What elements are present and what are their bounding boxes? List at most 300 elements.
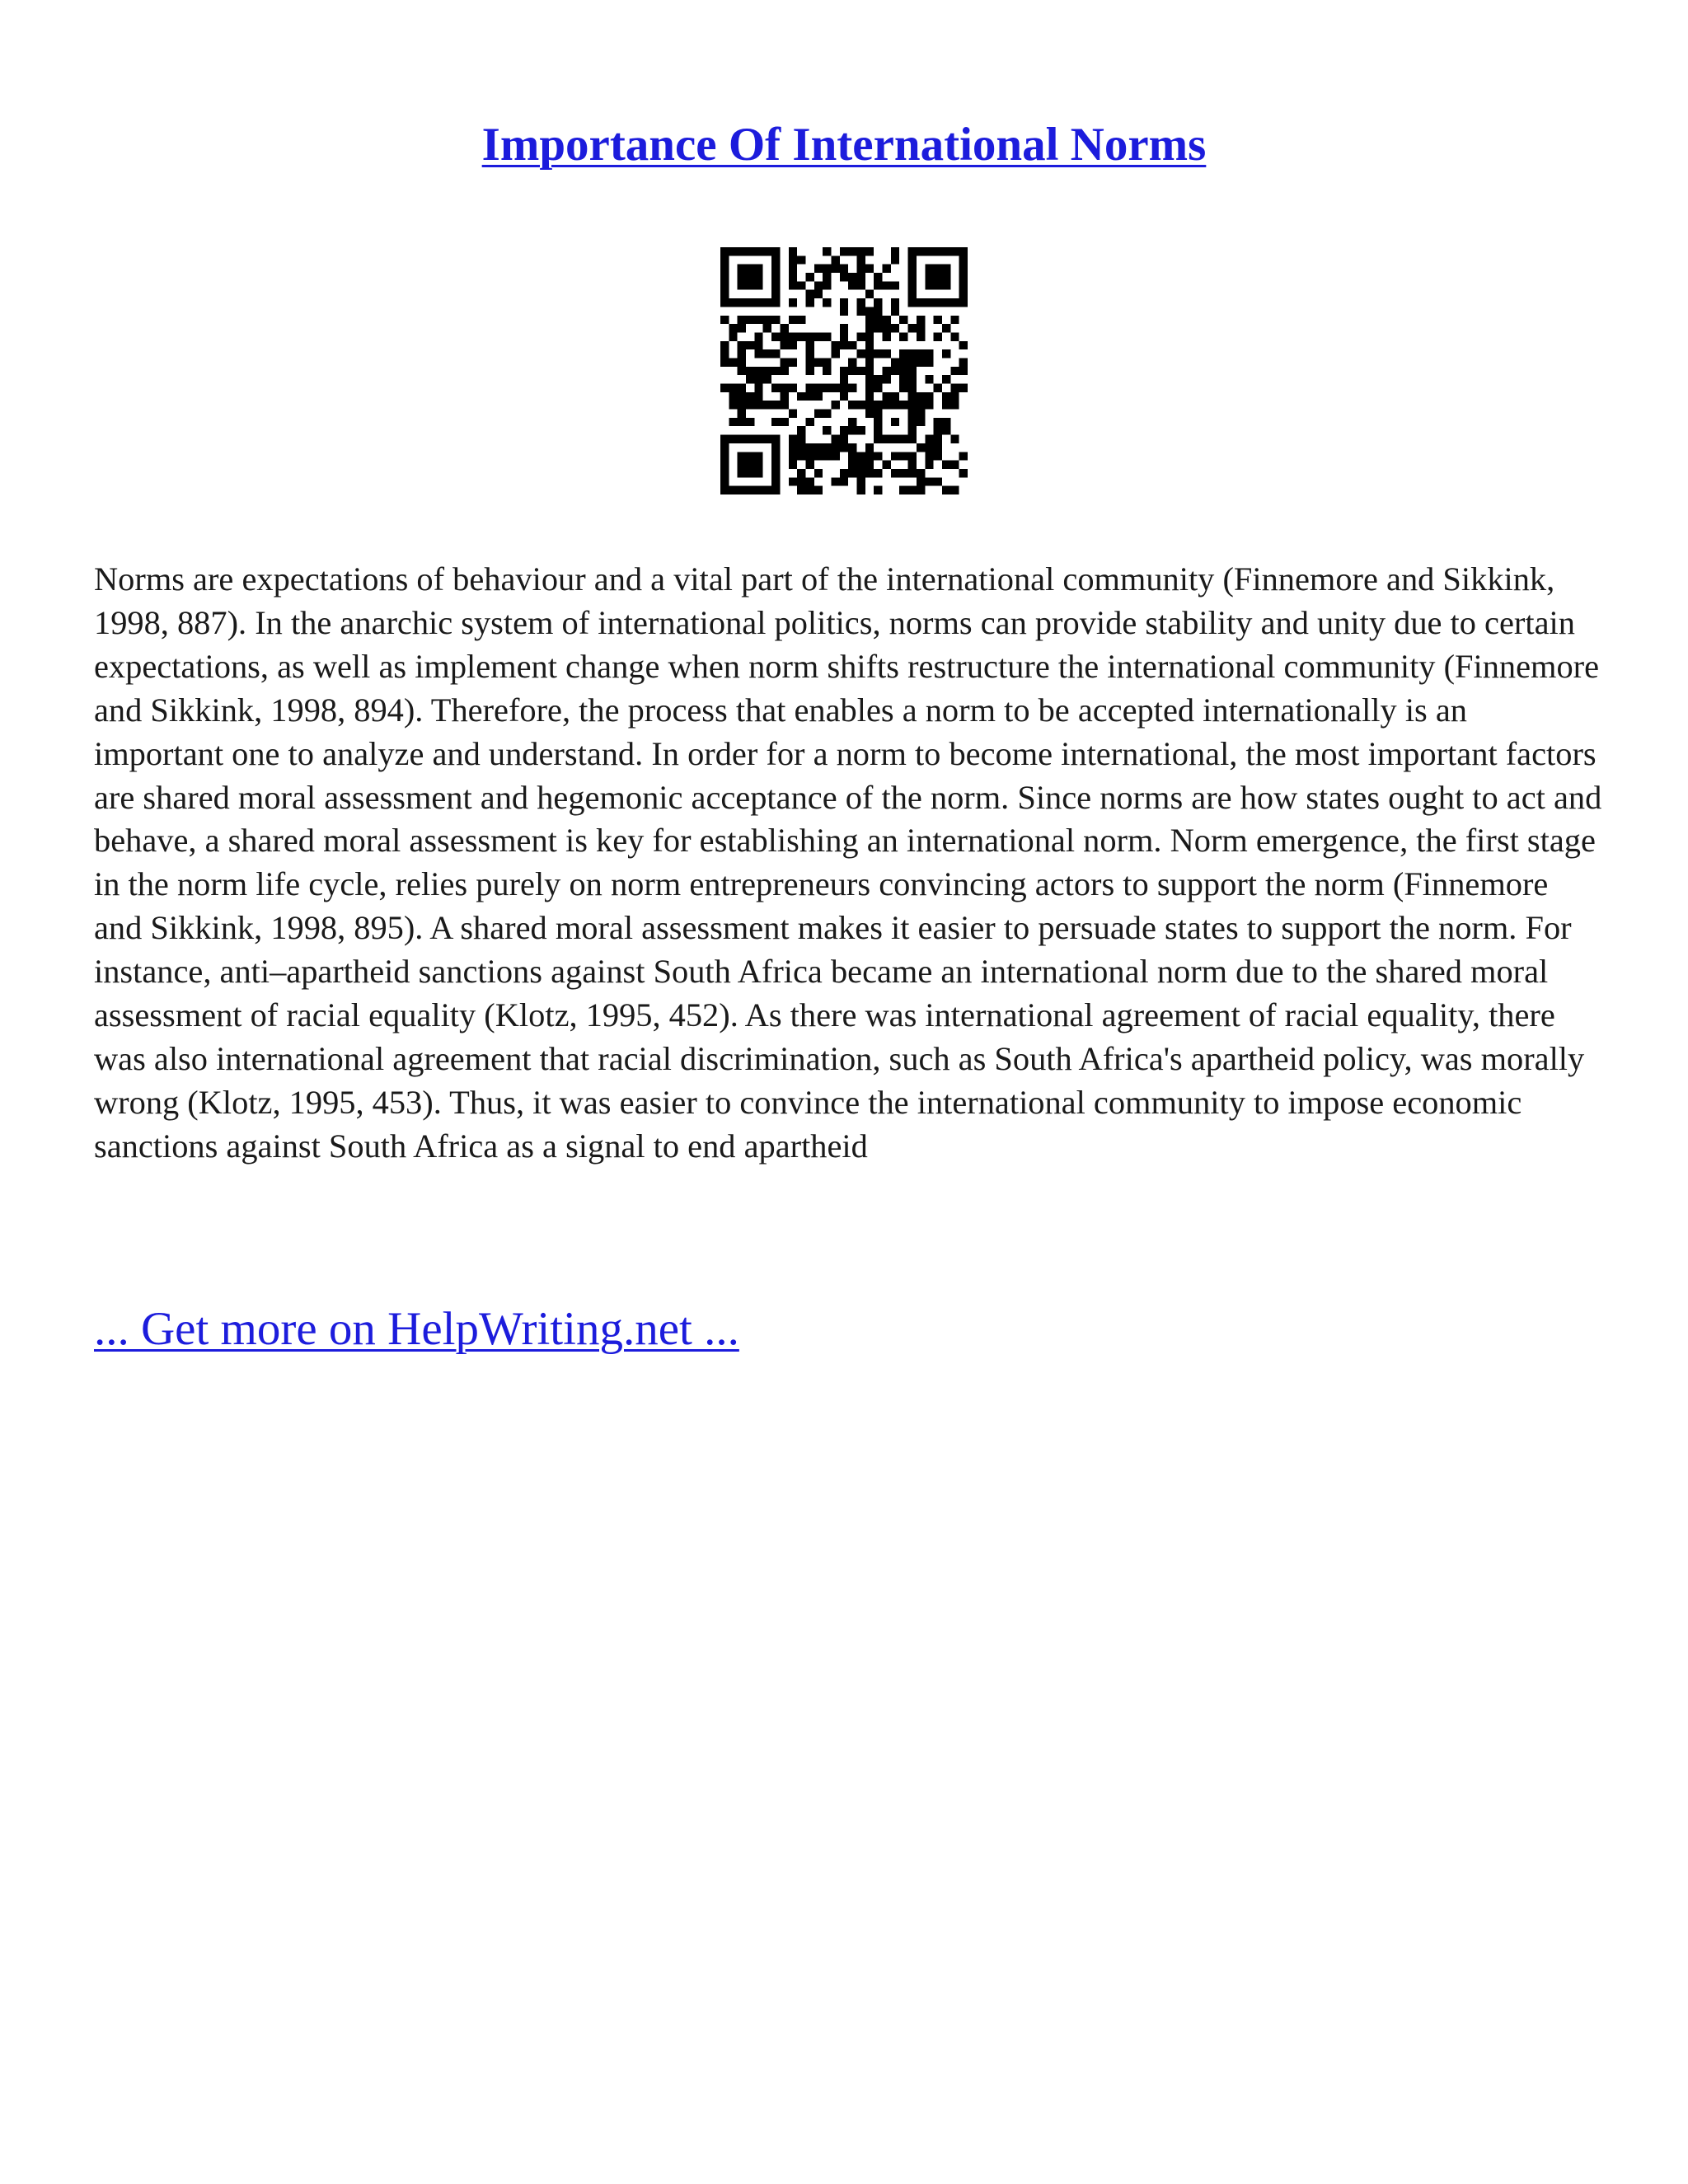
qr-module bbox=[874, 435, 882, 443]
qr-module bbox=[738, 452, 746, 460]
qr-module bbox=[848, 461, 856, 469]
qr-module bbox=[891, 401, 899, 409]
qr-module bbox=[814, 290, 823, 298]
qr-module bbox=[908, 486, 917, 494]
qr-module bbox=[917, 298, 925, 307]
qr-module bbox=[746, 341, 754, 349]
qr-module bbox=[823, 265, 831, 273]
qr-module bbox=[908, 358, 917, 366]
qr-module bbox=[789, 298, 797, 307]
qr-module bbox=[942, 461, 950, 469]
qr-module bbox=[789, 452, 797, 460]
qr-module bbox=[720, 281, 729, 289]
qr-module bbox=[942, 298, 950, 307]
qr-module bbox=[789, 384, 797, 392]
qr-module bbox=[771, 316, 780, 324]
qr-module bbox=[925, 392, 933, 401]
qr-module bbox=[874, 418, 882, 426]
qr-module bbox=[883, 316, 891, 324]
qr-module bbox=[823, 443, 831, 452]
qr-module bbox=[925, 247, 933, 255]
qr-module bbox=[908, 375, 917, 383]
qr-module bbox=[874, 486, 882, 494]
qr-module bbox=[720, 290, 729, 298]
qr-module bbox=[917, 358, 925, 366]
qr-module bbox=[797, 486, 805, 494]
qr-module bbox=[720, 461, 729, 469]
qr-module bbox=[865, 375, 874, 383]
qr-module bbox=[874, 273, 882, 281]
qr-module bbox=[805, 290, 814, 298]
qr-module bbox=[771, 298, 780, 307]
qr-module bbox=[925, 401, 933, 409]
qr-module bbox=[720, 486, 729, 494]
qr-module bbox=[959, 341, 968, 349]
qr-module bbox=[891, 281, 899, 289]
qr-module bbox=[771, 367, 780, 375]
qr-module bbox=[848, 273, 856, 281]
qr-module bbox=[925, 443, 933, 452]
qr-module bbox=[805, 384, 814, 392]
qr-module bbox=[720, 477, 729, 485]
qr-module bbox=[797, 435, 805, 443]
qr-module bbox=[891, 469, 899, 477]
qr-module bbox=[789, 477, 797, 485]
qr-module bbox=[789, 443, 797, 452]
qr-module bbox=[840, 265, 848, 273]
qr-code-icon bbox=[720, 247, 968, 494]
qr-module bbox=[934, 265, 942, 273]
qr-module bbox=[831, 443, 839, 452]
qr-module bbox=[831, 435, 839, 443]
qr-module bbox=[805, 273, 814, 281]
qr-module bbox=[908, 324, 917, 332]
qr-module bbox=[805, 418, 814, 426]
qr-module bbox=[908, 426, 917, 434]
qr-module bbox=[925, 349, 933, 358]
qr-module bbox=[908, 461, 917, 469]
qr-module bbox=[771, 247, 780, 255]
qr-module bbox=[771, 273, 780, 281]
qr-module bbox=[908, 247, 917, 255]
qr-module bbox=[840, 332, 848, 340]
qr-module bbox=[874, 316, 882, 324]
qr-module bbox=[908, 349, 917, 358]
qr-module bbox=[848, 401, 856, 409]
qr-module bbox=[865, 384, 874, 392]
qr-module bbox=[942, 281, 950, 289]
qr-module bbox=[738, 358, 746, 366]
qr-module bbox=[883, 461, 891, 469]
qr-module bbox=[840, 324, 848, 332]
qr-module bbox=[883, 435, 891, 443]
qr-module bbox=[771, 290, 780, 298]
qr-module bbox=[729, 392, 737, 401]
qr-module bbox=[840, 392, 848, 401]
qr-module bbox=[950, 247, 959, 255]
qr-module bbox=[925, 477, 933, 485]
qr-module bbox=[789, 358, 797, 366]
qr-module bbox=[908, 384, 917, 392]
qr-module bbox=[950, 392, 959, 401]
qr-module bbox=[797, 281, 805, 289]
qr-module bbox=[754, 332, 762, 340]
qr-module bbox=[823, 410, 831, 418]
qr-module bbox=[959, 452, 968, 460]
qr-module bbox=[925, 273, 933, 281]
qr-module bbox=[857, 452, 865, 460]
qr-module bbox=[934, 477, 942, 485]
qr-module bbox=[934, 384, 942, 392]
qr-module bbox=[942, 324, 950, 332]
qr-module bbox=[754, 367, 762, 375]
qr-module bbox=[738, 298, 746, 307]
qr-module bbox=[959, 298, 968, 307]
qr-module bbox=[789, 435, 797, 443]
qr-module bbox=[763, 316, 771, 324]
qr-module bbox=[899, 452, 907, 460]
qr-module bbox=[738, 341, 746, 349]
qr-module bbox=[899, 401, 907, 409]
qr-module bbox=[899, 384, 907, 392]
qr-module bbox=[754, 384, 762, 392]
qr-module bbox=[763, 324, 771, 332]
qr-module bbox=[823, 426, 831, 434]
qr-module bbox=[797, 332, 805, 340]
qr-module bbox=[840, 298, 848, 307]
qr-module bbox=[754, 469, 762, 477]
qr-module bbox=[865, 290, 874, 298]
qr-module bbox=[797, 469, 805, 477]
qr-module bbox=[908, 290, 917, 298]
qr-module bbox=[865, 316, 874, 324]
qr-module bbox=[771, 486, 780, 494]
qr-module bbox=[797, 392, 805, 401]
qr-module bbox=[959, 469, 968, 477]
qr-module bbox=[934, 426, 942, 434]
qr-module bbox=[814, 265, 823, 273]
qr-module bbox=[874, 410, 882, 418]
qr-module bbox=[959, 255, 968, 264]
qr-module bbox=[857, 461, 865, 469]
qr-module bbox=[746, 247, 754, 255]
qr-module bbox=[908, 392, 917, 401]
qr-module bbox=[865, 324, 874, 332]
qr-module bbox=[746, 273, 754, 281]
qr-module bbox=[857, 401, 865, 409]
qr-module bbox=[823, 367, 831, 375]
qr-module bbox=[805, 298, 814, 307]
qr-module bbox=[857, 247, 865, 255]
qr-module bbox=[840, 273, 848, 281]
qr-module bbox=[738, 367, 746, 375]
qr-module bbox=[831, 452, 839, 460]
qr-module bbox=[899, 469, 907, 477]
qr-module bbox=[746, 316, 754, 324]
qr-module bbox=[899, 486, 907, 494]
qr-module bbox=[754, 349, 762, 358]
qr-module bbox=[934, 435, 942, 443]
qr-module bbox=[729, 384, 737, 392]
qr-module bbox=[942, 247, 950, 255]
qr-module bbox=[874, 281, 882, 289]
qr-module bbox=[917, 477, 925, 485]
qr-module bbox=[848, 341, 856, 349]
qr-module bbox=[917, 324, 925, 332]
qr-module bbox=[891, 358, 899, 366]
qr-module bbox=[754, 341, 762, 349]
title-link[interactable]: Importance Of International Norms bbox=[481, 119, 1207, 171]
qr-module bbox=[934, 247, 942, 255]
qr-module bbox=[771, 469, 780, 477]
qr-module bbox=[754, 435, 762, 443]
qr-module bbox=[746, 461, 754, 469]
qr-module bbox=[857, 281, 865, 289]
qr-module bbox=[823, 332, 831, 340]
qr-module bbox=[780, 341, 788, 349]
qr-module bbox=[942, 426, 950, 434]
qr-module bbox=[814, 332, 823, 340]
qr-module bbox=[848, 358, 856, 366]
qr-module bbox=[763, 401, 771, 409]
qr-module bbox=[738, 281, 746, 289]
qr-module bbox=[771, 281, 780, 289]
qr-module bbox=[848, 384, 856, 392]
qr-module bbox=[797, 477, 805, 485]
qr-module bbox=[738, 486, 746, 494]
qr-module bbox=[754, 273, 762, 281]
qr-module bbox=[823, 384, 831, 392]
qr-module bbox=[857, 367, 865, 375]
qr-module bbox=[746, 469, 754, 477]
qr-module bbox=[720, 273, 729, 281]
qr-module bbox=[831, 477, 839, 485]
qr-module bbox=[738, 349, 746, 358]
qr-module bbox=[746, 401, 754, 409]
qr-module bbox=[925, 435, 933, 443]
qr-module bbox=[883, 392, 891, 401]
qr-module bbox=[720, 443, 729, 452]
qr-module bbox=[865, 349, 874, 358]
qr-module bbox=[917, 247, 925, 255]
qr-module bbox=[908, 469, 917, 477]
qr-module bbox=[720, 469, 729, 477]
qr-module bbox=[899, 349, 907, 358]
qr-module bbox=[865, 452, 874, 460]
qr-module bbox=[883, 375, 891, 383]
get-more-link[interactable]: ... Get more on HelpWriting.net ... bbox=[94, 1303, 739, 1355]
qr-module bbox=[754, 461, 762, 469]
qr-module bbox=[934, 298, 942, 307]
qr-module bbox=[805, 392, 814, 401]
qr-module bbox=[729, 486, 737, 494]
qr-module bbox=[874, 307, 882, 315]
qr-module bbox=[883, 324, 891, 332]
qr-module bbox=[720, 341, 729, 349]
qr-module bbox=[797, 316, 805, 324]
qr-module bbox=[857, 265, 865, 273]
qr-module bbox=[865, 401, 874, 409]
qr-module bbox=[950, 461, 959, 469]
qr-module bbox=[814, 392, 823, 401]
qr-module bbox=[891, 324, 899, 332]
qr-module bbox=[891, 418, 899, 426]
qr-module bbox=[899, 316, 907, 324]
qr-module bbox=[950, 401, 959, 409]
qr-module bbox=[823, 452, 831, 460]
qr-module bbox=[780, 358, 788, 366]
qr-module bbox=[814, 281, 823, 289]
body-paragraph: Norms are expectations of behaviour and a vital part of the international community (Finnemore and Sikkink, 1998, 887). In the anarchic system of international politics, norms can provide stability and unity due to certain expectations, as well as implement change when norm shifts restructure the international community (Finnemore and Sikkink, 1998, 894). Therefore, the process that enables a norm to be accepted internationally is an important one to analyze and understand. In order for a norm to become international, the most important factors are shared moral assessment and hegemonic acceptance of the norm. Since norms are how states ought to act and behave, a shared moral assessment is key for establishing an international norm. Norm emergence, the first stage in the norm life cycle, relies purely on norm entrepreneurs convincing actors to support the norm (Finnemore and Sikkink, 1998, 895). A shared moral assessment makes it easier to persuade states to support the norm. For instance, anti–apartheid sanctions against South Africa became an international norm due to the shared moral assessment of racial equality (Klotz, 1995, 452). As there was international agreement of racial equality, there was also international agreement that racial discrimination, such as South Africa's apartheid policy, was morally wrong (Klotz, 1995, 453). Thus, it was easier to convince the international community to impose economic sanctions against South Africa as a signal to end apartheid bbox=[94, 560, 1602, 1165]
qr-module bbox=[899, 367, 907, 375]
qr-module bbox=[959, 367, 968, 375]
qr-module bbox=[720, 452, 729, 460]
qr-module bbox=[814, 410, 823, 418]
qr-module bbox=[814, 469, 823, 477]
qr-module bbox=[917, 469, 925, 477]
qr-module bbox=[771, 401, 780, 409]
qr-module bbox=[908, 273, 917, 281]
qr-module bbox=[865, 341, 874, 349]
qr-module bbox=[891, 435, 899, 443]
qr-module bbox=[917, 392, 925, 401]
qr-module bbox=[934, 281, 942, 289]
qr-module bbox=[865, 265, 874, 273]
qr-module bbox=[780, 324, 788, 332]
qr-module bbox=[908, 367, 917, 375]
qr-module bbox=[738, 410, 746, 418]
qr-module bbox=[823, 247, 831, 255]
qr-module bbox=[925, 298, 933, 307]
qr-module bbox=[789, 281, 797, 289]
qr-module bbox=[925, 358, 933, 366]
qr-module bbox=[942, 265, 950, 273]
qr-module bbox=[738, 392, 746, 401]
qr-module bbox=[823, 281, 831, 289]
qr-module bbox=[899, 332, 907, 340]
qr-module bbox=[746, 367, 754, 375]
qr-module bbox=[720, 316, 729, 324]
qr-module bbox=[874, 324, 882, 332]
qr-module bbox=[934, 418, 942, 426]
qr-module bbox=[797, 443, 805, 452]
qr-module bbox=[789, 316, 797, 324]
qr-module bbox=[857, 307, 865, 315]
qr-module bbox=[848, 367, 856, 375]
qr-module bbox=[840, 477, 848, 485]
qr-module bbox=[857, 255, 865, 264]
qr-module bbox=[934, 452, 942, 460]
qr-module bbox=[874, 401, 882, 409]
qr-module bbox=[865, 392, 874, 401]
qr-module bbox=[780, 401, 788, 409]
qr-module bbox=[857, 469, 865, 477]
qr-module bbox=[763, 435, 771, 443]
qr-module bbox=[950, 486, 959, 494]
qr-module bbox=[857, 349, 865, 358]
qr-module bbox=[917, 332, 925, 340]
qr-module bbox=[789, 341, 797, 349]
qr-module bbox=[754, 401, 762, 409]
qr-module bbox=[729, 418, 737, 426]
qr-module bbox=[950, 435, 959, 443]
qr-module bbox=[840, 443, 848, 452]
qr-module bbox=[908, 435, 917, 443]
qr-module bbox=[840, 341, 848, 349]
qr-module bbox=[917, 443, 925, 452]
qr-module bbox=[805, 349, 814, 358]
qr-module bbox=[883, 281, 891, 289]
qr-module bbox=[789, 265, 797, 273]
qr-module bbox=[738, 384, 746, 392]
qr-module bbox=[950, 367, 959, 375]
qr-module bbox=[934, 332, 942, 340]
qr-module bbox=[746, 375, 754, 383]
qr-module bbox=[959, 358, 968, 366]
qr-module bbox=[917, 418, 925, 426]
qr-module bbox=[934, 273, 942, 281]
qr-module bbox=[771, 332, 780, 340]
qr-module bbox=[883, 367, 891, 375]
qr-module bbox=[746, 265, 754, 273]
qr-module bbox=[805, 477, 814, 485]
qr-module bbox=[917, 486, 925, 494]
qr-module bbox=[942, 486, 950, 494]
qr-module bbox=[746, 486, 754, 494]
qr-module bbox=[738, 461, 746, 469]
qr-module bbox=[771, 452, 780, 460]
qr-module bbox=[831, 341, 839, 349]
qr-module bbox=[840, 367, 848, 375]
qr-module bbox=[771, 477, 780, 485]
qr-module bbox=[865, 358, 874, 366]
qr-module bbox=[729, 401, 737, 409]
qr-module bbox=[746, 298, 754, 307]
qr-module bbox=[738, 324, 746, 332]
qr-module bbox=[754, 247, 762, 255]
qr-module bbox=[805, 452, 814, 460]
qr-module bbox=[831, 265, 839, 273]
qr-module bbox=[857, 298, 865, 307]
qr-module bbox=[720, 384, 729, 392]
qr-module bbox=[771, 265, 780, 273]
qr-module bbox=[831, 349, 839, 358]
qr-module bbox=[908, 265, 917, 273]
qr-module bbox=[738, 401, 746, 409]
qr-module bbox=[925, 265, 933, 273]
qr-module bbox=[780, 384, 788, 392]
more-link-line bbox=[94, 1298, 739, 1361]
qr-module bbox=[891, 247, 899, 255]
qr-module bbox=[840, 426, 848, 434]
qr-module bbox=[942, 375, 950, 383]
qr-module bbox=[874, 452, 882, 460]
qr-module bbox=[754, 452, 762, 460]
qr-module bbox=[908, 281, 917, 289]
qr-module bbox=[763, 367, 771, 375]
qr-module bbox=[959, 384, 968, 392]
qr-module bbox=[848, 247, 856, 255]
qr-module bbox=[738, 435, 746, 443]
qr-module bbox=[763, 247, 771, 255]
qr-module bbox=[780, 418, 788, 426]
qr-module bbox=[720, 265, 729, 273]
qr-module bbox=[865, 410, 874, 418]
qr-module bbox=[814, 358, 823, 366]
qr-module bbox=[925, 461, 933, 469]
qr-module bbox=[848, 281, 856, 289]
qr-module bbox=[848, 426, 856, 434]
